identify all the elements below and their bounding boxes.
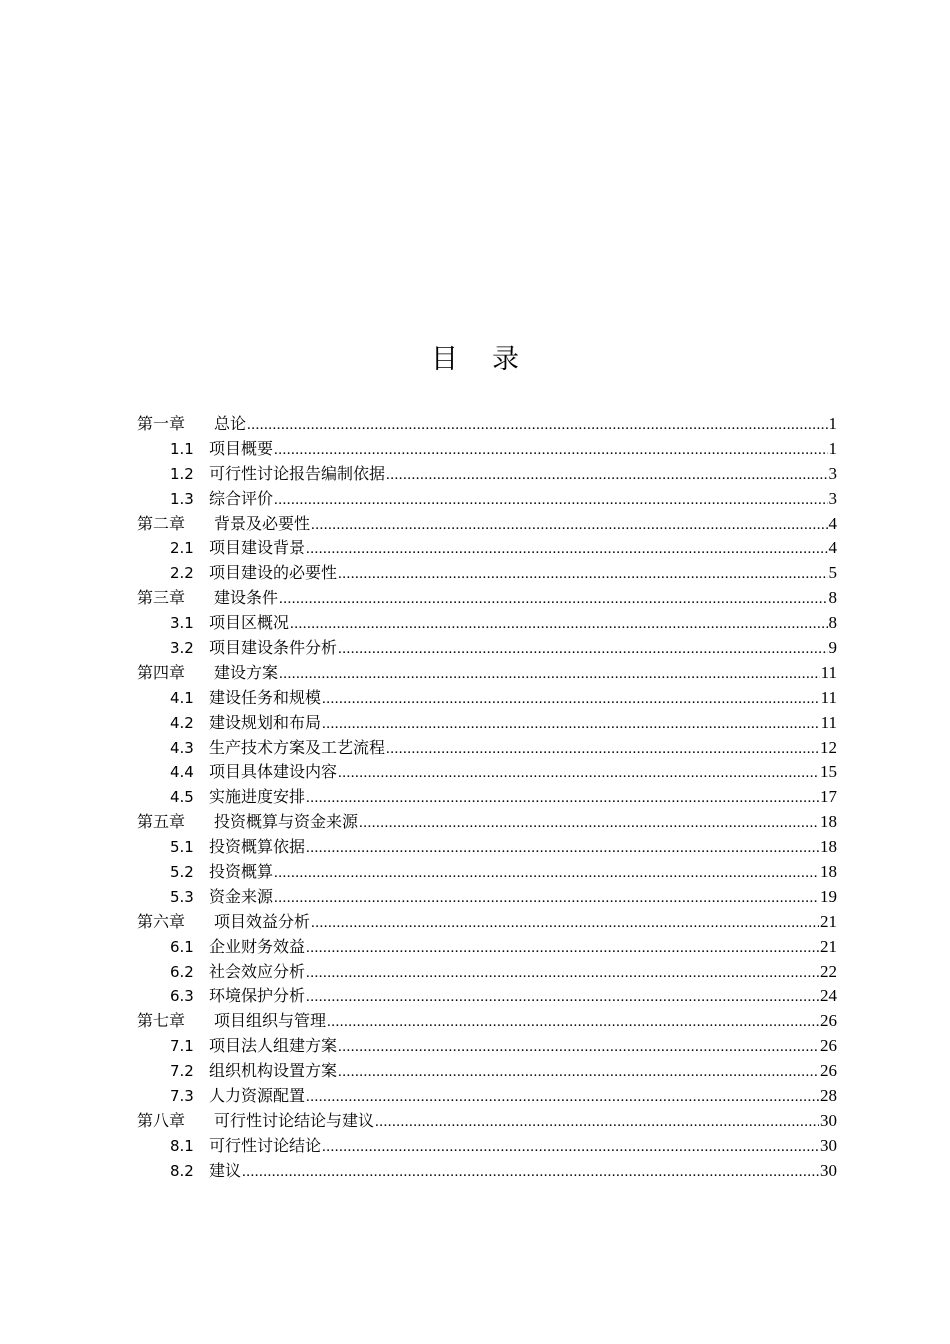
toc-dot-leader [242,1160,819,1184]
toc-dot-leader [306,985,819,1009]
toc-entry-number: 第五章 [137,812,186,832]
toc-entry-number: 4.3 [170,738,194,757]
toc-entry-label: 项目建设条件分析 [209,638,338,658]
toc-dot-leader [338,637,827,661]
toc-title: 目录 [431,344,553,375]
toc-entry-page-number: 15 [820,762,837,782]
toc-dot-leader [274,488,827,512]
toc-dot-leader [279,662,820,686]
toc-entry-label: 综合评价 [209,488,274,508]
toc-chapter-entry[interactable] [137,810,837,835]
toc-section-entry[interactable] [137,736,837,761]
toc-section-entry[interactable] [137,611,837,636]
toc-chapter-entry[interactable] [137,661,837,686]
toc-dot-leader [338,562,827,586]
toc-entry-label: 生产技术方案及工艺流程 [209,737,386,757]
toc-section-entry[interactable] [137,1084,837,1109]
toc-entry-page-number: 26 [820,1036,837,1056]
toc-entry-label: 组织机构设置方案 [209,1061,338,1081]
toc-section-entry[interactable] [137,860,837,885]
toc-section-entry[interactable] [137,711,837,736]
toc-entry-number: 1.1 [170,439,194,458]
toc-entry-page-number: 30 [820,1110,837,1130]
toc-entry-number: 7.3 [170,1087,194,1106]
toc-section-entry[interactable] [137,1059,837,1084]
toc-entry-page-number: 18 [820,862,837,882]
toc-entry-page-number: 4 [828,513,837,533]
toc-section-entry[interactable] [137,462,837,487]
toc-entry-page-number: 26 [820,1011,837,1031]
toc-entry-label: 资金来源 [209,886,274,906]
toc-entry-label: 项目建设背景 [209,538,306,558]
toc-entry-page-number: 12 [820,737,837,757]
toc-dot-leader [322,687,820,711]
toc-section-entry[interactable] [137,935,837,960]
toc-entry-page-number: 19 [820,886,837,906]
toc-entry-label: 可行性讨论结论 [209,1135,322,1155]
toc-dot-leader [274,861,819,885]
toc-entry-label: 建设任务和规模 [209,687,322,707]
toc-dot-leader [306,961,819,985]
toc-entry-number: 3.1 [170,614,194,633]
toc-chapter-entry[interactable] [137,1109,837,1134]
toc-entry-number: 第四章 [137,662,186,682]
toc-chapter-entry[interactable] [137,586,837,611]
toc-entry-page-number: 3 [828,463,837,483]
toc-entry-page-number: 22 [820,961,837,981]
toc-entry-number: 第八章 [137,1110,186,1130]
toc-entry-page-number: 21 [820,936,837,956]
toc-entry-number: 第一章 [137,414,186,433]
toc-section-entry[interactable] [137,885,837,910]
toc-entry-label: 建设条件 [214,588,279,608]
toc-entry-number: 7.1 [170,1037,194,1056]
toc-section-entry[interactable] [137,636,837,661]
toc-entry-number: 4.4 [170,763,194,782]
toc-entry-label: 项目具体建设内容 [209,762,338,782]
toc-dot-leader [322,1135,819,1159]
toc-dot-leader [274,886,819,910]
toc-entry-label: 实施进度安排 [209,787,306,807]
toc-dot-leader [247,413,827,437]
toc-entry-label: 背景及必要性 [214,513,311,533]
toc-entry-page-number: 18 [820,837,837,857]
toc-entry-page-number: 8 [828,588,837,608]
toc-entry-label: 投资概算 [209,862,274,882]
toc-entry-page-number: 30 [820,1160,837,1180]
toc-entry-label: 人力资源配置 [209,1086,306,1106]
toc-section-entry[interactable] [137,785,837,810]
toc-entry-page-number: 11 [820,662,837,682]
toc-entry-label: 建设方案 [214,662,279,682]
toc-entry-page-number: 9 [828,638,837,658]
toc-entry-page-number: 11 [820,687,837,707]
toc-entry-page-number: 1 [828,414,837,433]
toc-chapter-entry[interactable] [137,1009,837,1034]
toc-entry-page-number: 30 [820,1135,837,1155]
toc-entry-number: 5.2 [170,863,194,882]
toc-entry-label: 项目区概况 [209,613,290,633]
toc-entry-label: 项目建设的必要性 [209,563,338,583]
toc-entry-label: 投资概算依据 [209,837,306,857]
toc-section-entry[interactable] [137,1159,837,1184]
toc-entry-page-number: 24 [820,986,837,1006]
toc-entry-number: 第七章 [137,1011,186,1031]
toc-section-entry[interactable] [137,536,837,561]
toc-entry-label: 可行性讨论结论与建议 [214,1110,375,1130]
toc-dot-leader [306,1085,819,1109]
toc-entry-number: 6.3 [170,987,194,1006]
toc-list [137,412,837,1184]
toc-dot-leader [327,1010,819,1034]
toc-chapter-entry[interactable] [137,512,837,537]
toc-section-entry[interactable] [137,1134,837,1159]
toc-dot-leader [338,761,819,785]
toc-entry-label: 项目法人组建方案 [209,1036,338,1056]
toc-dot-leader [306,537,827,561]
toc-entry-page-number: 4 [828,538,837,558]
toc-dot-leader [322,712,820,736]
toc-entry-number: 6.2 [170,962,194,981]
toc-entry-page-number: 18 [820,812,837,832]
toc-dot-leader [311,513,827,537]
toc-entry-page-number: 11 [820,712,837,732]
toc-entry-label: 可行性讨论报告编制依据 [209,463,386,483]
toc-entry-number: 2.2 [170,564,194,583]
toc-section-entry[interactable] [137,487,837,512]
toc-dot-leader [311,911,819,935]
toc-entry-label: 建议 [209,1160,242,1180]
toc-entry-label: 环境保护分析 [209,986,306,1006]
toc-section-entry[interactable] [137,984,837,1009]
toc-entry-number: 4.1 [170,688,194,707]
toc-entry-number: 6.1 [170,937,194,956]
toc-entry-label: 项目组织与管理 [214,1011,327,1031]
toc-entry-label: 社会效应分析 [209,961,306,981]
toc-entry-number: 4.5 [170,788,194,807]
toc-entry-label: 项目效益分析 [214,911,311,931]
toc-section-entry[interactable] [137,561,837,586]
toc-section-entry[interactable] [137,960,837,985]
toc-chapter-entry[interactable] [137,910,837,935]
toc-dot-leader [306,836,819,860]
toc-entry-number: 8.2 [170,1161,194,1180]
toc-entry-page-number: 3 [828,488,837,508]
toc-entry-label: 建设规划和布局 [209,712,322,732]
toc-dot-leader [279,587,827,611]
toc-entry-page-number: 21 [820,911,837,931]
toc-entry-page-number: 17 [820,787,837,807]
toc-entry-label: 企业财务效益 [209,936,306,956]
toc-entry-page-number: 1 [828,438,837,458]
toc-dot-leader [306,936,819,960]
toc-entry-page-number: 5 [828,563,837,583]
toc-entry-number: 2.1 [170,539,194,558]
toc-dot-leader [375,1110,819,1134]
toc-entry-number: 1.3 [170,489,194,508]
toc-entry-label: 项目概要 [209,438,274,458]
toc-entry-page-number: 28 [820,1086,837,1106]
toc-section-entry[interactable] [137,686,837,711]
toc-entry-number: 第二章 [137,513,186,533]
toc-dot-leader [359,811,819,835]
toc-dot-leader [386,737,819,761]
toc-entry-number: 第三章 [137,588,186,608]
toc-entry-number: 7.2 [170,1062,194,1081]
toc-dot-leader [338,1035,819,1059]
toc-entry-number: 5.3 [170,887,194,906]
toc-entry-number: 4.2 [170,713,194,732]
toc-entry-label: 总论 [214,414,247,433]
toc-section-entry[interactable] [137,760,837,785]
toc-entry-number: 1.2 [170,464,194,483]
toc-dot-leader [338,1060,819,1084]
toc-section-entry[interactable] [137,437,837,462]
toc-entry-number: 第六章 [137,911,186,931]
toc-dot-leader [290,612,827,636]
toc-entry-number: 8.1 [170,1136,194,1155]
toc-chapter-entry[interactable] [137,412,837,437]
toc-entry-number: 3.2 [170,639,194,658]
toc-dot-leader [274,438,827,462]
toc-entry-page-number: 8 [828,613,837,633]
toc-section-entry[interactable] [137,835,837,860]
toc-entry-label: 投资概算与资金来源 [214,812,359,832]
toc-entry-page-number: 26 [820,1061,837,1081]
toc-section-entry[interactable] [137,1034,837,1059]
toc-dot-leader [386,463,827,487]
toc-dot-leader [306,786,819,810]
toc-entry-number: 5.1 [170,838,194,857]
